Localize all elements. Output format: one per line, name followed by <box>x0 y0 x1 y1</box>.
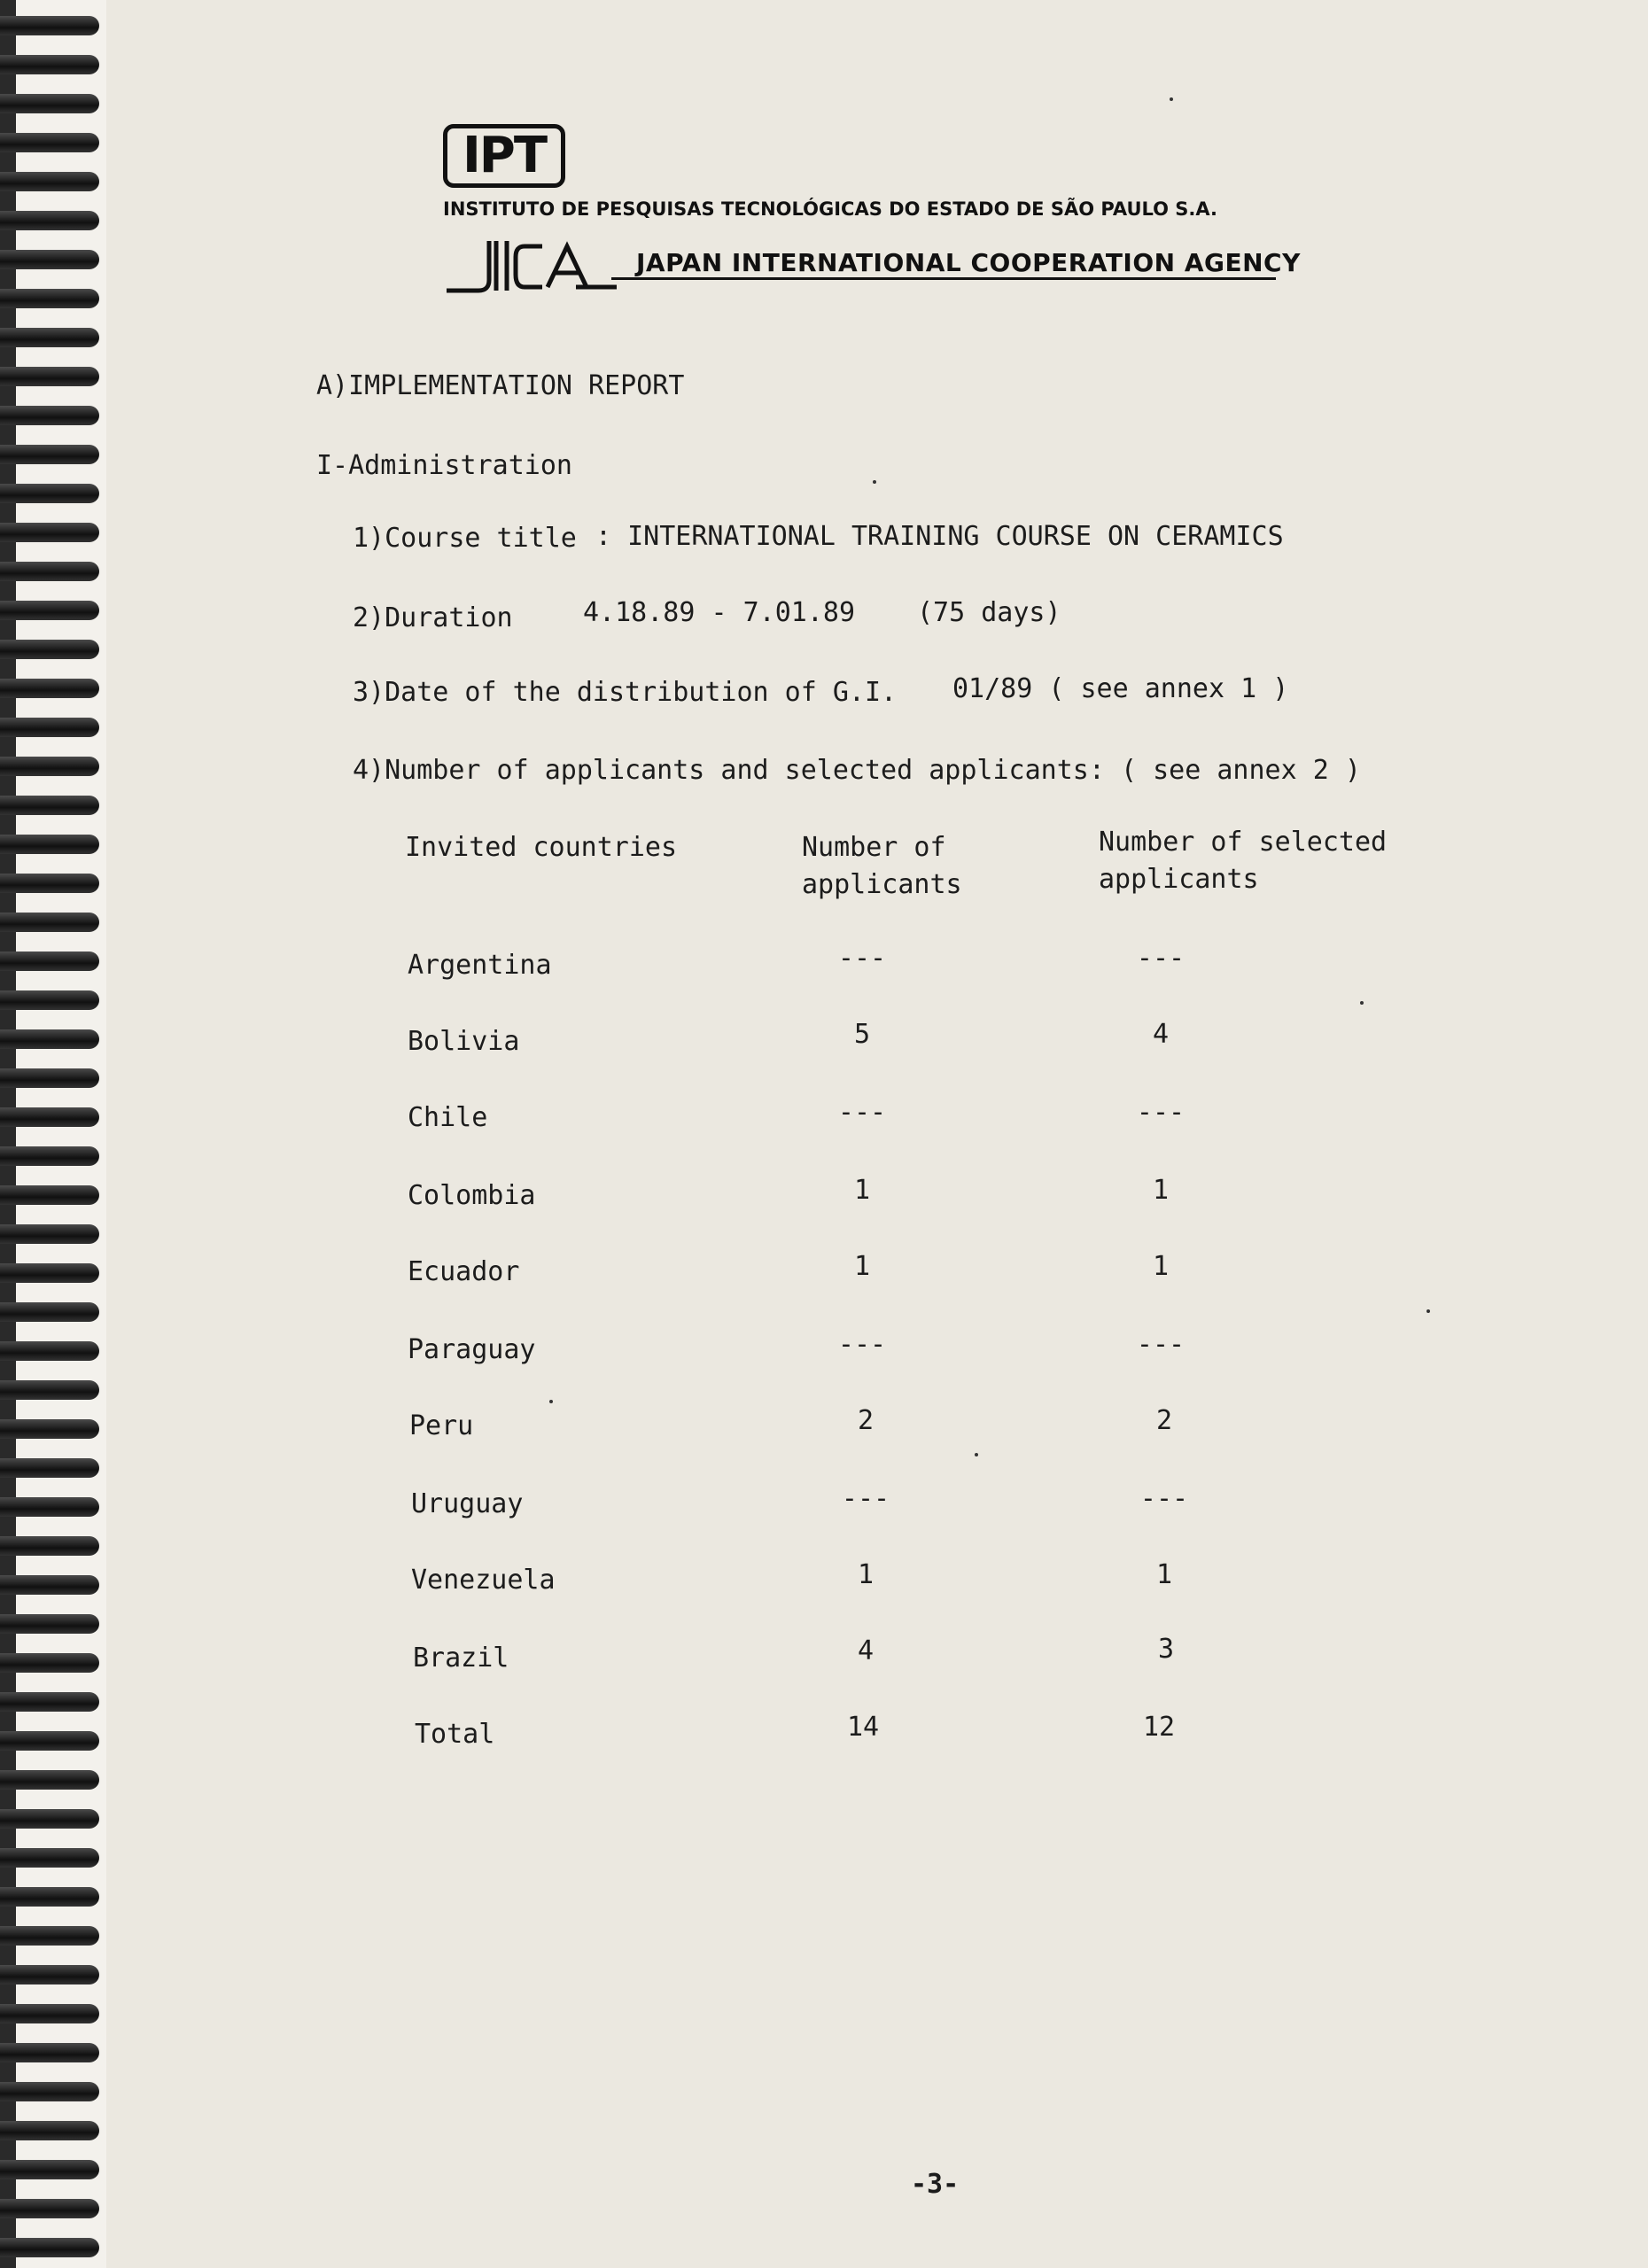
binding-coil <box>0 1926 99 1946</box>
binding-coil <box>0 406 99 425</box>
binding-coil <box>0 1107 99 1127</box>
page-number: -3- <box>911 2169 960 2200</box>
scan-speck <box>1426 1309 1430 1313</box>
jica-agency-name: JAPAN INTERNATIONAL COOPERATION AGENCY <box>636 248 1301 277</box>
binding-coil <box>0 951 99 971</box>
row-selected: --- <box>1139 1483 1189 1514</box>
spiral-binding <box>0 0 106 2268</box>
binding-coil <box>0 2121 99 2140</box>
binding-coil <box>0 1458 99 1478</box>
ipt-logo-text: IPT <box>462 127 547 184</box>
jica-logo <box>443 237 620 301</box>
distribution-value: 01/89 ( see annex 1 ) <box>952 673 1289 704</box>
binding-coil <box>0 562 99 581</box>
row-country: Brazil <box>413 1643 509 1674</box>
row-country: Argentina <box>408 950 552 981</box>
binding-coil <box>0 2082 99 2101</box>
row-applicants: --- <box>837 1329 887 1360</box>
binding-coil <box>0 2199 99 2218</box>
binding-coil <box>0 1302 99 1322</box>
header-invited-countries: Invited countries <box>405 832 678 863</box>
row-country: Ecuador <box>408 1256 520 1287</box>
applicants-label: 4)Number of applicants and selected applicants: ( see annex 2 ) <box>353 755 1361 786</box>
row-applicants: 1 <box>857 1559 875 1590</box>
row-country: Bolivia <box>408 1026 520 1057</box>
row-applicants: 1 <box>853 1175 871 1206</box>
report-heading: A)IMPLEMENTATION REPORT <box>316 370 685 401</box>
header-number-of-applicants: Number of applicants <box>802 832 962 900</box>
scan-speck <box>549 1400 553 1403</box>
row-selected: --- <box>1136 1329 1185 1360</box>
binding-coil <box>0 1029 99 1049</box>
binding-coil <box>0 1653 99 1673</box>
binding-coil <box>0 16 99 35</box>
jica-underline <box>611 277 1276 280</box>
ipt-institute-name: INSTITUTO DE PESQUISAS TECNOLÓGICAS DO ESTADO DE SÃO PAULO S.A. <box>443 198 1218 220</box>
binding-coil <box>0 55 99 74</box>
binding-coil <box>0 1419 99 1439</box>
row-applicants: 1 <box>853 1251 871 1282</box>
total-selected: 12 <box>1142 1712 1176 1743</box>
binding-coil <box>0 367 99 386</box>
binding-coil <box>0 172 99 191</box>
scan-speck <box>1170 97 1173 101</box>
binding-coil <box>0 1848 99 1868</box>
row-selected: --- <box>1136 1097 1185 1128</box>
course-title-value: : INTERNATIONAL TRAINING COURSE ON CERAMICS <box>595 521 1284 552</box>
binding-coil <box>0 1146 99 1166</box>
row-selected: 2 <box>1155 1405 1173 1436</box>
binding-coil <box>0 874 99 893</box>
binding-coil <box>0 1887 99 1907</box>
duration-dates: 4.18.89 - 7.01.89 <box>583 597 856 628</box>
binding-coil <box>0 133 99 152</box>
binding-coil <box>0 640 99 659</box>
row-selected: 1 <box>1152 1175 1170 1206</box>
binding-coil <box>0 94 99 113</box>
row-selected: --- <box>1136 943 1185 974</box>
binding-coil <box>0 796 99 815</box>
row-selected: 1 <box>1155 1559 1173 1590</box>
binding-coil <box>0 1692 99 1712</box>
row-selected: 1 <box>1152 1251 1170 1282</box>
binding-coil <box>0 211 99 230</box>
ipt-logo <box>443 124 565 188</box>
total-applicants: 14 <box>846 1712 880 1743</box>
row-country: Peru <box>409 1410 474 1441</box>
row-applicants: 5 <box>853 1019 871 1050</box>
row-country: Paraguay <box>408 1334 536 1365</box>
row-applicants: --- <box>841 1483 890 1514</box>
row-applicants: --- <box>837 943 887 974</box>
binding-coil <box>0 1614 99 1634</box>
binding-coil <box>0 1497 99 1517</box>
binding-coil <box>0 1770 99 1790</box>
document-page <box>106 0 1648 2268</box>
binding-coil <box>0 523 99 542</box>
binding-coil <box>0 1809 99 1829</box>
binding-coil <box>0 445 99 464</box>
binding-coil <box>0 835 99 854</box>
header-number-of-selected-applicants: Number of selected applicants <box>1099 827 1388 895</box>
binding-coil <box>0 1068 99 1088</box>
row-selected: 4 <box>1152 1019 1170 1050</box>
binding-coil <box>0 1731 99 1751</box>
binding-coil <box>0 484 99 503</box>
duration-days: (75 days) <box>917 597 1061 628</box>
binding-coil <box>0 1536 99 1556</box>
row-country: Venezuela <box>411 1565 556 1596</box>
binding-coil <box>0 2160 99 2179</box>
section-heading: I-Administration <box>316 450 572 481</box>
binding-coil <box>0 1341 99 1361</box>
binding-coil <box>0 2238 99 2257</box>
row-applicants: 2 <box>857 1405 875 1436</box>
distribution-label: 3)Date of the distribution of G.I. <box>353 677 898 708</box>
binding-coil <box>0 990 99 1010</box>
row-country: Colombia <box>408 1180 536 1211</box>
binding-coil <box>0 328 99 347</box>
binding-coil <box>0 289 99 308</box>
scan-speck <box>1360 1001 1364 1005</box>
binding-coil <box>0 757 99 776</box>
row-selected: 3 <box>1157 1634 1175 1665</box>
row-country: Chile <box>408 1102 488 1133</box>
course-title-label: 1)Course title <box>353 523 577 554</box>
binding-coil <box>0 601 99 620</box>
binding-coil <box>0 1263 99 1283</box>
binding-coil <box>0 1965 99 1984</box>
duration-label: 2)Duration <box>353 602 513 633</box>
binding-coil <box>0 2004 99 2023</box>
binding-coil <box>0 1185 99 1205</box>
binding-coil <box>0 679 99 698</box>
row-applicants: 4 <box>857 1635 875 1666</box>
total-label: Total <box>415 1719 495 1750</box>
binding-coil <box>0 2043 99 2062</box>
binding-coil <box>0 718 99 737</box>
binding-coil <box>0 250 99 269</box>
row-applicants: --- <box>837 1097 887 1128</box>
scan-speck <box>975 1453 978 1456</box>
binding-coil <box>0 1575 99 1595</box>
binding-coil <box>0 1224 99 1244</box>
row-country: Uruguay <box>411 1488 524 1519</box>
scan-speck <box>873 480 876 484</box>
binding-coil <box>0 1380 99 1400</box>
binding-coil <box>0 913 99 932</box>
